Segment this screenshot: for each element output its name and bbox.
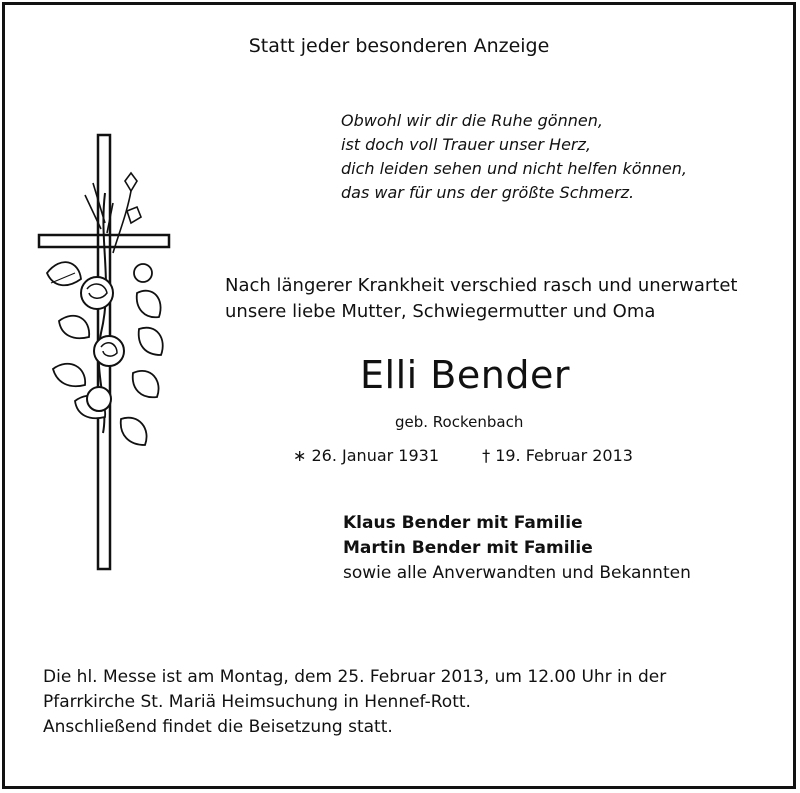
mourners-list — [343, 511, 691, 586]
deceased-name: Elli Bender — [360, 353, 570, 397]
mourner-family: Klaus Bender mit Familie — [343, 513, 583, 533]
poem-line: ist doch voll Trauer unser Herz, — [341, 135, 591, 154]
service-info — [43, 665, 666, 740]
notice-header: Statt jeder besonderen Anzeige — [248, 35, 550, 57]
mourner-relatives: sowie alle Anverwandten und Bekannten — [343, 563, 691, 583]
death-date: † 19. Februar 2013 — [482, 446, 633, 465]
mourner-family: Martin Bender mit Familie — [343, 538, 593, 558]
intro-text — [225, 273, 737, 325]
poem-line: das war für uns der größte Schmerz. — [341, 183, 635, 202]
intro-line: unsere liebe Mutter, Schwiegermutter und Oma — [225, 301, 656, 322]
maiden-name: geb. Rockenbach — [395, 413, 524, 431]
intro-line: Nach längerer Krankheit verschied rasch und unerwartet — [225, 275, 738, 296]
poem-line: Obwohl wir dir die Ruhe gönnen, — [341, 111, 603, 130]
service-line: Die hl. Messe ist am Montag, dem 25. Februar 2013, um 12.00 Uhr in der — [43, 667, 667, 687]
service-line: Pfarrkirche St. Mariä Heimsuchung in Hennef-Rott. — [43, 692, 471, 712]
cross-with-roses-icon — [35, 133, 175, 573]
service-line: Anschließend findet die Beisetzung statt. — [43, 717, 393, 737]
poem — [341, 109, 687, 205]
poem-line: dich leiden sehen und nicht helfen können, — [341, 159, 687, 178]
obituary-notice — [2, 2, 796, 789]
birth-date: ∗ 26. Januar 1931 — [293, 446, 440, 465]
life-dates — [293, 446, 633, 465]
